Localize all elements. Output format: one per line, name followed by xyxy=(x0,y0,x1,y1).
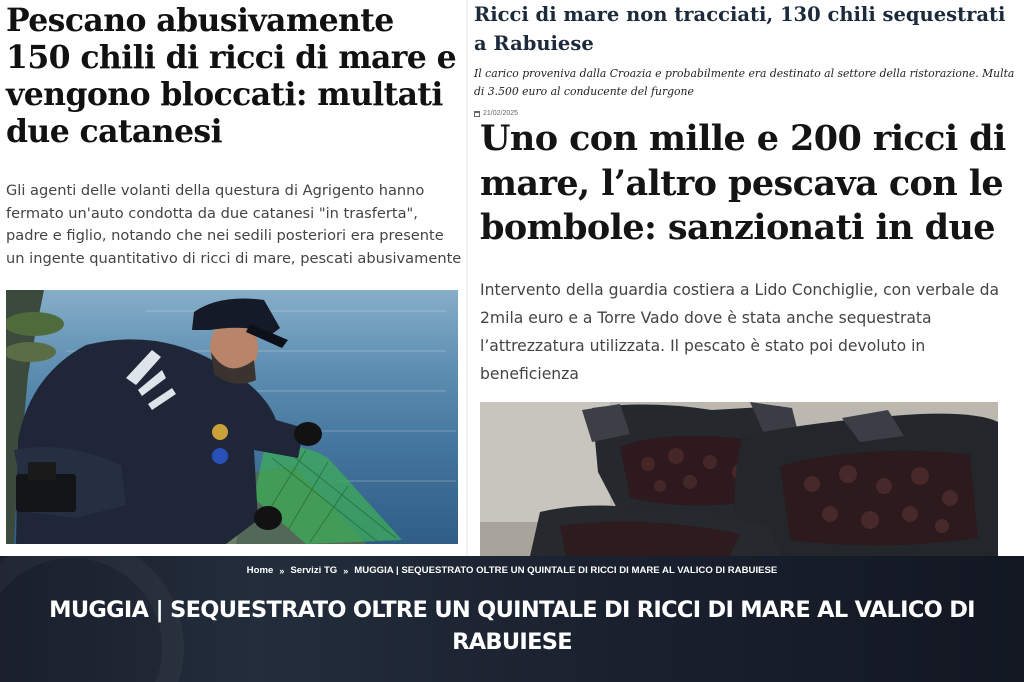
right-article-title[interactable]: Uno con mille e 200 ricci di mare, l’altro pescava con le bombole: sanzionati in due xyxy=(480,118,1006,248)
police-officer-illustration xyxy=(6,290,458,544)
article-date-text: 21/02/2025 xyxy=(483,110,519,117)
breadcrumb-servizi-tg-link[interactable]: Servizi TG xyxy=(290,565,338,576)
right-news-column xyxy=(468,0,1024,556)
breadcrumb-current-page: MUGGIA | SEQUESTRATO OLTRE UN QUINTALE DI RICCI DI MARE AL VALICO DI RABUIESE xyxy=(354,565,778,576)
left-news-article xyxy=(0,0,468,556)
breadcrumb-home-link[interactable]: Home xyxy=(246,565,274,576)
sea-urchin-bags-illustration xyxy=(480,402,998,556)
breadcrumb xyxy=(0,565,1024,576)
news-banner xyxy=(0,556,1024,682)
left-article-title[interactable]: Pescano abusivamente 150 chili di ricci di mare e vengono bloccati: multati due catanesi xyxy=(6,2,457,150)
police-officer-photo xyxy=(6,290,458,544)
double-chevron-right-icon: » xyxy=(279,565,285,576)
right-top-article-summary: Il carico proveniva dalla Croazia e probabilmente era destinato al settore della ristorazione. Multa di 3.500 euro al conducente del furgone xyxy=(474,67,1015,98)
calendar-icon xyxy=(474,111,480,117)
double-chevron-right-icon: » xyxy=(343,565,349,576)
right-top-article-title[interactable]: Ricci di mare non tracciati, 130 chili sequestrati a Rabuiese xyxy=(474,3,1006,55)
right-article-summary: Intervento della guardia costiera a Lido Conchiglie, con verbale da 2mila euro e a Torre Vado dove è stata anche sequestrata l’attrezzatura utilizzata. Il pescato è stato poi devoluto in beneficienza xyxy=(480,281,1000,383)
sea-urchin-bags-photo xyxy=(480,402,998,556)
article-date xyxy=(474,110,518,117)
page-title: MUGGIA | SEQUESTRATO OLTRE UN QUINTALE DI RICCI DI MARE AL VALICO DI RABUIESE xyxy=(49,597,975,655)
left-article-summary: Gli agenti delle volanti della questura di Agrigento hanno fermato un'auto condotta da due catanesi "in trasferta", padre e figlio, notando che nei sedili posteriori era presente un ingente quantitativo di ricci di mare, pescati abusivamente xyxy=(6,182,462,267)
